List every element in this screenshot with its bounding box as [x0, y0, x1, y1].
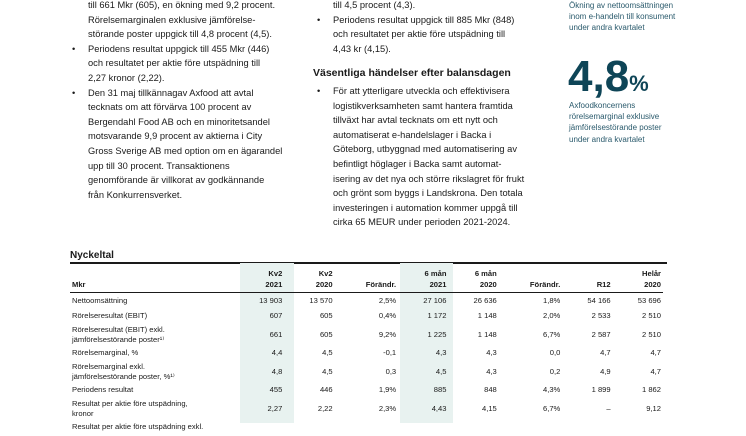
label-line: Rörelsemarginal, %: [72, 348, 139, 358]
cell-value: 4,8: [271, 366, 283, 376]
header-line: Förändr.: [529, 279, 561, 289]
text-line: isering av det nya och större rikslagret för frukt: [333, 173, 525, 184]
table-row: [70, 293, 663, 309]
header-line: 2021: [429, 279, 447, 289]
cell-value: 0,3: [385, 366, 397, 376]
text-line: automatiserat e-handelslager i Backa i: [333, 129, 492, 140]
text-line: investeringen i automation kommer uppgå till: [333, 202, 518, 213]
text-line: Gross Sverige AB med option om en ägarandel: [88, 145, 283, 156]
cell-value: 53 696: [637, 295, 661, 305]
cell-value: [613, 420, 663, 436]
cell-value: 2 587: [591, 329, 611, 339]
row-label: [70, 309, 234, 325]
text-line: Den 31 maj tillkännagav Axfood att avtal: [88, 87, 254, 98]
cell-value: [284, 420, 334, 436]
table-row: [70, 362, 663, 383]
table-row: [70, 399, 663, 420]
middle-column: [313, 0, 525, 230]
cell-value: 6,7%: [543, 403, 561, 413]
row-label: [70, 420, 234, 436]
bullet-icon: •: [317, 14, 321, 25]
key-figures-table: [70, 266, 663, 436]
cell-value: 2 533: [591, 311, 611, 321]
cell-value: 607: [269, 311, 283, 321]
cell-value: 54 166: [587, 295, 611, 305]
cell-value: 4,5: [322, 366, 333, 376]
cell-value: [335, 420, 399, 436]
bullet-icon: •: [72, 43, 76, 54]
table-row: [70, 309, 663, 325]
column-header: [562, 266, 612, 293]
column-header: [398, 266, 448, 293]
row-label: [70, 325, 234, 346]
cell-value: 9,2%: [378, 329, 397, 339]
cell-value: 1 148: [477, 311, 497, 321]
text-line: Ökning av nettoomsättningen: [569, 1, 674, 10]
text-line: under andra kvartalet: [569, 23, 645, 33]
bullet-item: [72, 42, 282, 86]
cell-value: [499, 420, 563, 436]
label-line: Rörelsemarginal exkl.: [72, 361, 146, 371]
bullet-item: [317, 84, 525, 230]
text-line: befintligt höglager i Backa samt automat-: [333, 158, 502, 169]
cell-value: [448, 420, 498, 436]
cell-value: -0,1: [383, 348, 397, 358]
cell-value: 0,4%: [378, 311, 397, 321]
cell-value: 4,7: [650, 348, 661, 358]
header-line: 6 mån: [424, 269, 447, 278]
cell-value: 605: [319, 329, 333, 339]
cell-value: 4,3%: [543, 385, 561, 395]
cell-value: 1,9%: [378, 385, 397, 395]
label-line: jämförelsestörande poster, %¹⁾: [72, 372, 175, 381]
text-line: cirka 65 MEUR under perioden 2021-2024.: [333, 217, 511, 228]
label-line: Rörelseresultat (EBIT) exkl.: [72, 324, 165, 334]
cell-value: 2,27: [267, 403, 283, 413]
cell-value: 9,12: [646, 403, 661, 413]
label-line: kronor: [72, 409, 94, 418]
header-line: 2020: [479, 279, 497, 289]
cell-value: 1 172: [427, 311, 447, 321]
header-line: R12: [596, 279, 611, 289]
column-header: [234, 266, 284, 293]
cell-value: [562, 420, 612, 436]
cell-value: 4,4: [271, 348, 283, 358]
text-line: tillväxt har avtal tecknats om ett nytt och: [333, 115, 498, 126]
cell-value: 455: [269, 385, 283, 395]
text-line: logistikverksamheten samt hantera framtida: [333, 100, 513, 111]
table-row: [70, 383, 663, 399]
cell-value: 4,5: [322, 348, 333, 358]
left-column: [72, 0, 283, 202]
text-line: rörelsemarginal exklusive: [569, 112, 660, 122]
table-title: Nyckeltal: [70, 250, 114, 261]
cell-value: 0,2: [549, 366, 561, 376]
cell-value: 2 510: [641, 311, 661, 321]
column-header: [448, 266, 498, 293]
section-heading: Väsentliga händelser efter balansdagen: [313, 67, 511, 80]
bullet-icon: •: [317, 85, 321, 96]
column-header: [499, 266, 563, 293]
header-line: 6 mån: [474, 269, 497, 278]
text-line: och resultatet per aktie före utspädning till: [88, 58, 261, 69]
big-stat: [568, 52, 649, 102]
cell-value: 446: [319, 385, 333, 395]
cell-value: 26 636: [473, 295, 497, 305]
table-top-rule: [70, 262, 667, 264]
row-label: [70, 293, 234, 309]
label-line: Periodens resultat: [72, 385, 134, 395]
bullet-item: [72, 86, 283, 203]
cell-value: 1 862: [641, 385, 661, 395]
header-line: 2020: [315, 279, 333, 289]
cell-value: 13 570: [309, 295, 333, 305]
cell-value: 4,5: [435, 366, 447, 376]
cell-value: 13 903: [259, 295, 283, 305]
label-line: Rörelseresultat (EBIT): [72, 311, 148, 321]
cell-value: 4,15: [482, 403, 497, 413]
big-stat-value: 4,8: [568, 52, 630, 101]
text-line: och grönt som byggs i Landskrona. Den totala: [333, 188, 523, 199]
cell-value: 4,7: [600, 348, 611, 358]
column-header: [335, 266, 399, 293]
bullet-icon: •: [72, 87, 76, 98]
column-header: [284, 266, 334, 293]
cell-value: 848: [484, 385, 497, 395]
cell-value: 4,7: [650, 366, 661, 376]
cell-value: 1 899: [591, 385, 611, 395]
cell-value: 605: [319, 311, 333, 321]
table-row: [70, 325, 663, 346]
text-line: Göteborg, utbyggnad med automatisering av: [333, 144, 517, 155]
text-line: 2,27 kronor (2,22).: [88, 72, 165, 83]
column-header: [70, 266, 234, 293]
text-line: upp till 30 procent. Transaktionens: [88, 160, 230, 171]
cell-value: 1,8%: [543, 295, 561, 305]
cell-value: 6,7%: [543, 329, 561, 339]
header-line: Mkr: [72, 279, 86, 289]
table-row: [70, 420, 663, 436]
side-stat-top: [569, 0, 675, 34]
text-line: Axfoodkoncernens: [569, 101, 636, 110]
cell-value: 0,0: [549, 348, 561, 358]
cell-value: 2,5%: [378, 295, 397, 305]
cell-value: [234, 420, 284, 436]
header-line: Kv2: [268, 269, 283, 278]
cell-value: [398, 420, 448, 436]
label-line: Resultat per aktie före utspädning exkl.: [72, 422, 204, 432]
header-line: Helår: [642, 269, 661, 278]
text-line: Rörelsemarginalen exklusive jämförelse-: [88, 14, 256, 25]
header-line: Kv2: [318, 269, 333, 278]
cell-value: 4,3: [486, 366, 497, 376]
cell-value: 4,3: [435, 348, 447, 358]
text-line: genomförande är villkorat av godkännande: [88, 175, 265, 186]
cell-value: 885: [433, 385, 447, 395]
text-line: tecknats om att förvärva 100 procent av: [88, 102, 252, 113]
row-label: [70, 399, 234, 420]
big-stat-unit: %: [629, 71, 649, 96]
column-header: [613, 266, 663, 293]
text-line: Periodens resultat uppgick till 885 Mkr (848): [333, 14, 515, 25]
bullet-item: [317, 13, 524, 57]
table-row: [70, 346, 663, 362]
text-line: 4,43 kr (4,15).: [333, 43, 391, 54]
cell-value: –: [606, 403, 611, 413]
row-label: [70, 383, 234, 399]
cell-value: 661: [269, 329, 283, 339]
text-line: Bergendahl Food AB och en minoritetsandel: [88, 116, 270, 127]
text-line: under andra kvartalet: [569, 134, 645, 144]
cell-value: 4,43: [431, 403, 447, 413]
text-line: jämförelsestörande poster: [569, 123, 662, 133]
text-line: från Konkurrensverket.: [88, 189, 183, 200]
text-line: och resultatet per aktie före utspädning till: [333, 29, 506, 40]
text-line: till 661 Mkr (605), en ökning med 9,2 procent.: [88, 0, 276, 10]
label-line: Resultat per aktie före utspädning,: [72, 398, 188, 408]
cell-value: 4,9: [600, 366, 611, 376]
text-line: Periodens resultat uppgick till 455 Mkr (446): [88, 43, 270, 54]
text-line: För att ytterligare utveckla och effektivisera: [333, 85, 510, 96]
header-line: Förändr.: [365, 279, 397, 289]
side-stat-bottom: [569, 100, 662, 145]
cell-value: 4,3: [486, 348, 497, 358]
text-line: inom e-handeln till konsument: [569, 12, 676, 22]
text-line: till 4,5 procent (4,3).: [333, 0, 416, 10]
cell-value: 2,22: [317, 403, 333, 413]
row-label: [70, 362, 234, 383]
cell-value: 1 148: [477, 329, 497, 339]
text-line: störande poster uppgick till 4,8 procent (4,5).: [88, 29, 272, 40]
cell-value: 2,3%: [378, 403, 397, 413]
header-line: 2020: [644, 279, 661, 289]
text-line: motsvarande 9,9 procent av aktierna i City: [88, 131, 263, 142]
cell-value: 27 106: [423, 295, 447, 305]
header-line: 2021: [265, 279, 283, 289]
cell-value: 1 225: [427, 329, 447, 339]
cell-value: 2,0%: [543, 311, 561, 321]
cell-value: 2 510: [641, 329, 661, 339]
row-label: [70, 346, 234, 362]
label-line: jämförelsestörande poster¹⁾: [72, 335, 165, 344]
label-line: Nettoomsättning: [72, 295, 128, 305]
